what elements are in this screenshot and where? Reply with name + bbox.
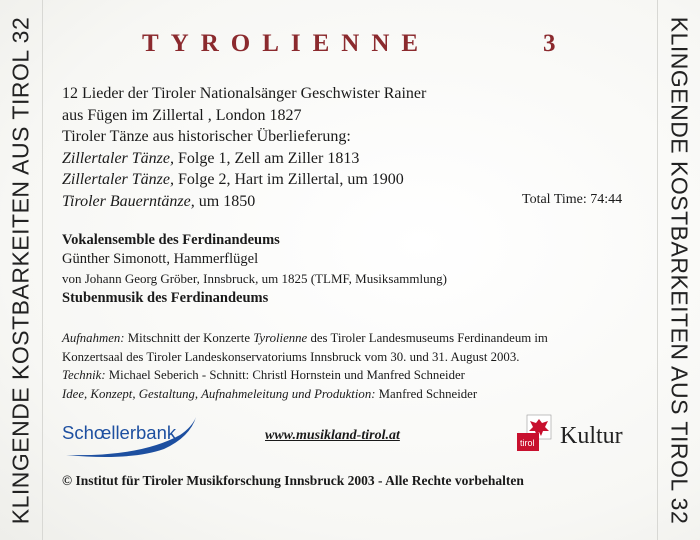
instrument-note: von Johann Georg Gröber, Innsbruck, um 1825 (TLMF, Musiksammlung) bbox=[62, 271, 447, 286]
left-spine-text: KLINGENDE KOSTBARKEITEN AUS TIROL 32 bbox=[7, 16, 34, 524]
program-line-6-title: Tiroler Bauerntänze, bbox=[62, 192, 195, 210]
right-spine bbox=[657, 0, 700, 540]
tirol-eagle-logo-icon bbox=[516, 413, 552, 453]
copyright-notice: © Institut für Tiroler Musikforschung Innsbruck 2003 - Alle Rechte vorbehalten bbox=[62, 473, 524, 488]
credits-recording-text-2: des Tiroler Landesmuseums Ferdinandeum im bbox=[307, 331, 548, 345]
credits-idea-text: Manfred Schneider bbox=[375, 386, 478, 401]
website-link[interactable]: www.musikland-tirol.at bbox=[265, 428, 400, 443]
credits-recording-line-2: Konzertsaal des Tiroler Landeskonservatoriums Innsbruck vom 30. und 31. August 2003. bbox=[62, 349, 520, 364]
credits bbox=[62, 329, 548, 403]
left-spine bbox=[0, 0, 43, 540]
total-time: Total Time: 74:44 bbox=[522, 192, 623, 207]
credits-idea bbox=[62, 385, 548, 404]
program-list bbox=[62, 83, 426, 213]
credits-technik-text: Michael Seberich - Schnitt: Christl Hornstein und Manfred Schneider bbox=[105, 368, 465, 383]
program-line-4-detail: Folge 1, Zell am Ziller 1813 bbox=[174, 149, 360, 167]
credits-technik bbox=[62, 366, 548, 385]
tirol-label: tirol bbox=[520, 438, 535, 448]
credits-idea-label: Idee, Konzept, Gestaltung, Aufnahmeleitung und Produktion: bbox=[62, 386, 376, 401]
kultur-label: Kultur bbox=[560, 423, 623, 449]
bank-name-text: Schœllerbank bbox=[62, 422, 177, 443]
program-line-5-title: Zillertaler Tänze, bbox=[62, 171, 175, 189]
credits-technik-label: Technik: bbox=[62, 368, 106, 383]
program-line-6 bbox=[62, 191, 426, 213]
program-line-2: aus Fügen im Zillertal , London 1827 bbox=[62, 106, 302, 124]
ensemble-stubenmusik: Stubenmusik des Ferdinandeums bbox=[62, 290, 269, 306]
credits-recording-italic: Tyrolienne bbox=[253, 331, 308, 345]
album-number: 3 bbox=[543, 30, 556, 57]
program-line-6-detail: um 1850 bbox=[194, 192, 256, 210]
program-line-3: Tiroler Tänze aus historischer Überlieferung: bbox=[62, 128, 351, 146]
program-line-5 bbox=[62, 169, 426, 191]
program-line-5-detail: Folge 2, Hart im Zillertal, um 1900 bbox=[174, 171, 404, 189]
album-title: TYROLIENNE bbox=[142, 30, 431, 57]
credits-recording-text-1: Mitschnitt der Konzerte bbox=[124, 331, 254, 345]
program-line-4-title: Zillertaler Tänze, bbox=[62, 149, 175, 167]
performer: Günther Simonott, Hammerflügel bbox=[62, 251, 259, 267]
program-line-4 bbox=[62, 148, 426, 170]
credits-recording-label: Aufnahmen: bbox=[62, 331, 125, 345]
right-spine-text: KLINGENDE KOSTBARKEITEN AUS TIROL 32 bbox=[666, 16, 693, 524]
ensemble-vokal: Vokalensemble des Ferdinandeums bbox=[62, 232, 280, 248]
schoellerbank-logo bbox=[60, 411, 210, 461]
credits-recording-line-1 bbox=[62, 329, 548, 348]
program-line-1: 12 Lieder der Tiroler Nationalsänger Geschwister Rainer bbox=[62, 85, 427, 102]
